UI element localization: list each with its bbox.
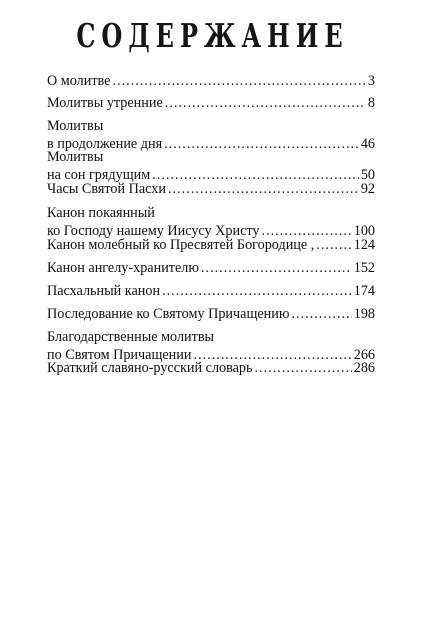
dot-leader	[112, 72, 365, 90]
toc-entry[interactable]	[47, 259, 375, 277]
toc-page-number: 100	[353, 223, 375, 239]
dot-leader	[201, 259, 352, 277]
toc-entry[interactable]	[47, 236, 375, 254]
toc-entry-title: Молитвы	[47, 118, 104, 134]
toc-page-number: 50	[360, 167, 375, 183]
toc-entry-title: Часы Святой Пасхи	[47, 181, 166, 197]
toc-entry[interactable]	[47, 94, 375, 112]
dot-leader	[255, 359, 352, 377]
toc-page-number: 286	[353, 360, 375, 376]
page-title: СОДЕРЖАНИЕ	[76, 16, 349, 56]
toc-entry-title: Канон ангелу-хранителю	[47, 260, 199, 276]
toc-entry[interactable]	[47, 359, 375, 377]
toc-page-number: 124	[353, 237, 375, 253]
toc-page-number: 46	[360, 136, 375, 152]
toc-entry-title: Молитвы утренние	[47, 95, 163, 111]
toc-entry[interactable]	[47, 305, 375, 323]
toc-entry-title-continued: ко Господу нашему Иисусу Христу	[47, 223, 260, 239]
toc-page-number: 152	[353, 260, 375, 276]
toc-entry-title: Канон покаянный	[47, 205, 155, 221]
toc-entry-title: О молитве	[47, 73, 111, 89]
toc-page-number: 266	[353, 347, 375, 363]
toc-entry-title-continued: по Святом Причащении	[47, 347, 192, 363]
toc-entry[interactable]	[47, 282, 375, 300]
toc-entry-title: Последование ко Святому Причащению	[47, 306, 290, 322]
dot-leader	[165, 94, 366, 112]
dot-leader	[168, 180, 359, 198]
dot-leader	[291, 305, 351, 323]
dot-leader	[316, 236, 351, 254]
toc-entry[interactable]	[47, 204, 375, 240]
toc-page-number: 174	[353, 283, 375, 299]
toc-entry-title-continued: в продолжение дня	[47, 136, 163, 152]
toc-entry-title: Молитвы	[47, 149, 104, 165]
toc-page-number: 3	[367, 73, 375, 89]
toc-entry-title: Благодарственные молитвы	[47, 329, 215, 345]
toc-page-number: 8	[367, 95, 375, 111]
toc-entry-title: Краткий славяно-русский словарь	[47, 360, 253, 376]
toc-entry-title-continued: на сон грядущим	[47, 167, 151, 183]
dot-leader	[162, 282, 352, 300]
toc-entry-title: Канон молебный ко Пресвятей Богородице ,	[47, 237, 315, 253]
toc-entry[interactable]	[47, 180, 375, 198]
toc-page-number: 92	[360, 181, 375, 197]
toc-entry[interactable]	[47, 148, 375, 184]
toc-page-number: 198	[353, 306, 375, 322]
toc-entry-title: Пасхальный канон	[47, 283, 161, 299]
toc-entry[interactable]	[47, 72, 375, 90]
